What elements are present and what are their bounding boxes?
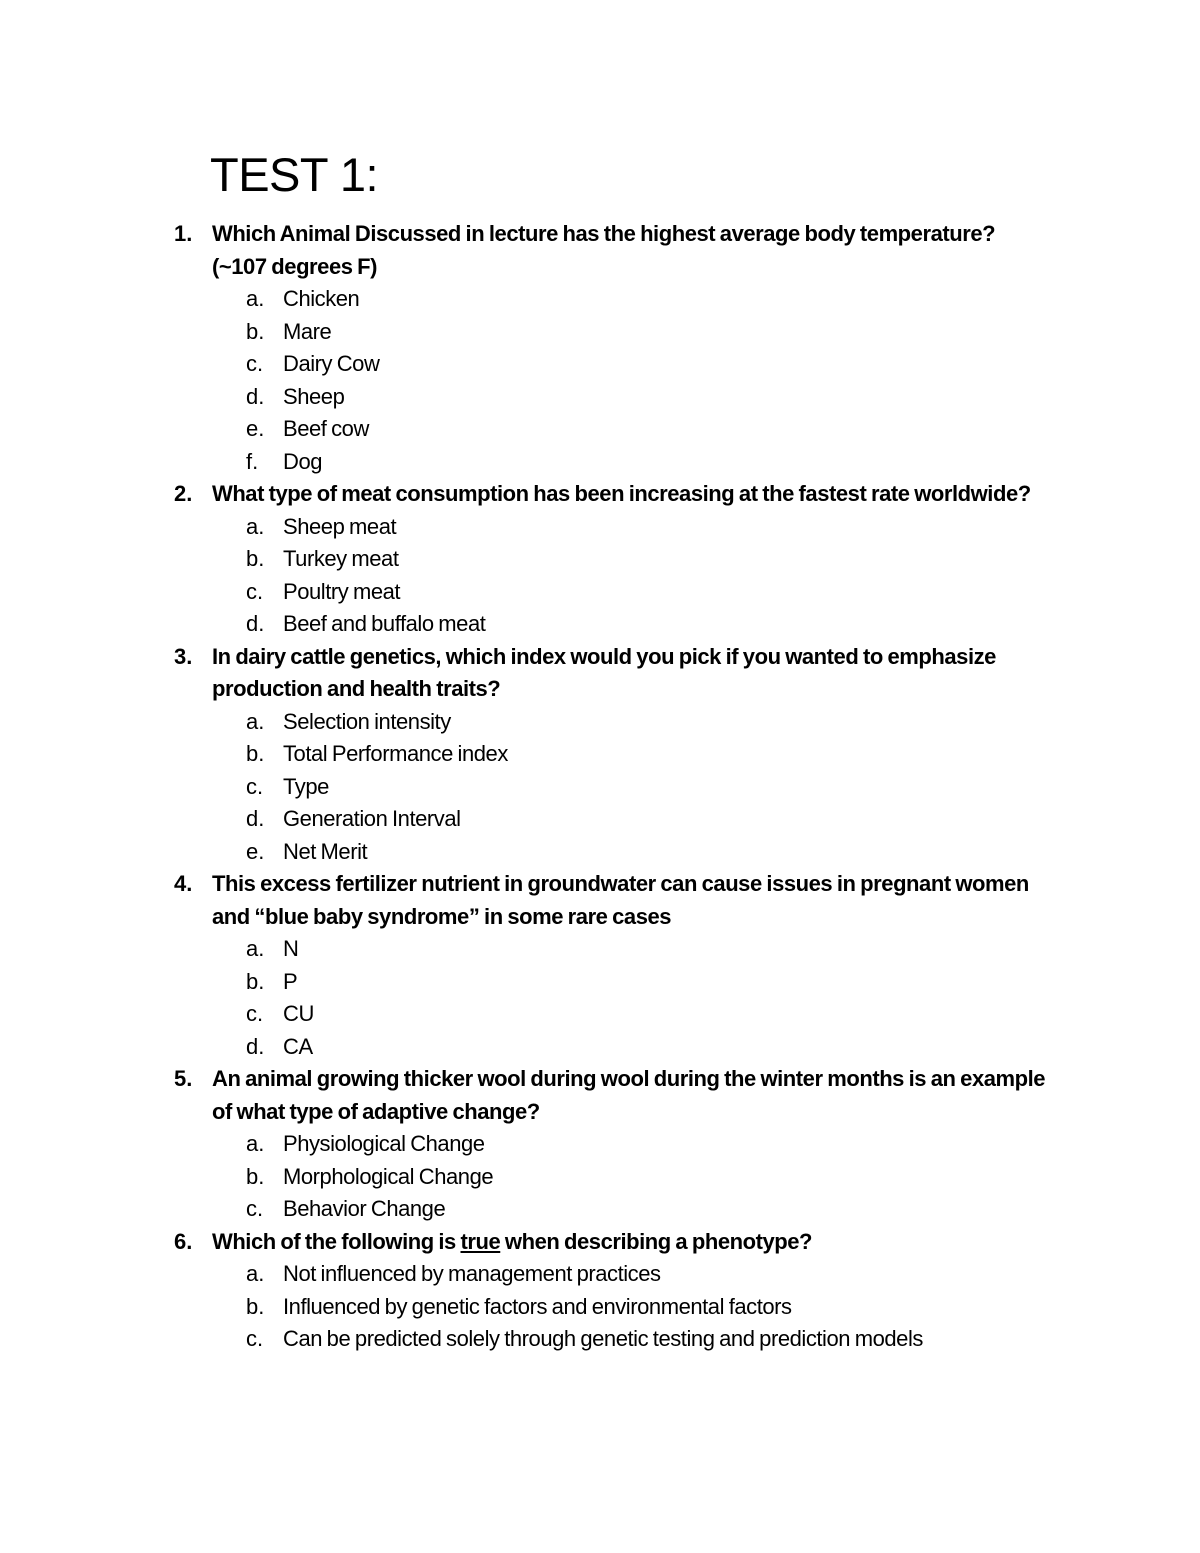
option-letter: c. [246,1326,264,1351]
option-item [0,511,1200,544]
question-item [0,641,1200,869]
option-text: Beef cow [283,416,369,441]
question-text: What type of meat consumption has been increasing at the fastest rate worldwide? [212,481,1031,506]
option-item [0,803,1200,836]
option-letter: c. [246,578,264,604]
option-letter: b. [246,741,265,766]
option-item [0,836,1200,869]
option-list [0,283,1200,478]
option-list [0,933,1200,1063]
question-text [212,1226,1052,1259]
option-letter: b. [246,546,265,571]
question-list [0,218,1200,1356]
option-text: Poultry meat [283,578,401,604]
question-number: 4. [174,871,193,896]
option-text: Behavior Change [283,1196,446,1221]
option-letter: e. [246,416,265,441]
option-list [0,706,1200,869]
option-letter: b. [246,968,265,994]
option-item [0,933,1200,966]
question-number: 1. [174,221,193,246]
option-item [0,1323,1200,1356]
option-text: Total Performance index [283,741,508,766]
option-text: Sheep [283,383,345,409]
option-letter: b. [246,1163,265,1189]
question-number: 6. [174,1228,193,1254]
option-letter: d. [246,611,265,636]
option-text: Beef and buffalo meat [283,611,486,636]
question-text-before: Which of the following is [212,1228,461,1254]
option-text: Influenced by genetic factors and environmental factors [283,1293,792,1319]
option-item [0,998,1200,1031]
option-item [0,608,1200,641]
option-text: Sheep meat [283,513,397,539]
option-text: Net Merit [283,838,368,864]
option-text: Morphological Change [283,1163,494,1189]
option-letter: b. [246,1293,265,1319]
option-letter: c. [246,1196,264,1221]
option-item [0,576,1200,609]
option-item [0,1258,1200,1291]
option-list [0,1258,1200,1356]
option-list [0,511,1200,641]
option-item [0,413,1200,446]
option-letter: a. [246,513,265,539]
option-item [0,1291,1200,1324]
option-letter: b. [246,318,265,344]
option-item [0,1193,1200,1226]
option-item [0,283,1200,316]
question-number: 3. [174,643,193,669]
option-text: Dog [283,448,323,474]
question-text: An animal growing thicker wool during wool during the winter months is an example of what type of adaptive change? [212,1066,1046,1124]
option-item [0,966,1200,999]
option-text: Mare [283,318,332,344]
question-item [0,218,1200,478]
option-text: Physiological Change [283,1131,485,1156]
option-text: Turkey meat [283,546,399,571]
option-text: Not influenced by management practices [283,1261,661,1286]
option-text: Dairy Cow [283,351,380,376]
option-item [0,446,1200,479]
question-item [0,1063,1200,1226]
option-text: CU [283,1001,314,1026]
option-item [0,706,1200,739]
option-text: CA [283,1033,313,1059]
option-item [0,1161,1200,1194]
option-letter: a. [246,1131,265,1156]
question-text: Which Animal Discussed in lecture has the highest average body temperature? (~107 degrees F) [212,221,996,279]
question-item [0,1226,1200,1356]
option-item [0,1128,1200,1161]
question-text-after: when describing a phenotype? [500,1228,813,1254]
option-letter: a. [246,708,265,734]
option-letter: c. [246,773,264,799]
option-item [0,738,1200,771]
option-letter: d. [246,383,265,409]
question-number: 5. [174,1066,193,1091]
option-text: P [283,968,298,994]
option-item [0,348,1200,381]
question-item [0,478,1200,641]
question-number: 2. [174,481,193,506]
option-letter: f. [246,448,259,474]
option-item [0,543,1200,576]
question-text-underlined: true [460,1228,501,1254]
option-text: Selection intensity [283,708,451,734]
option-letter: e. [246,838,265,864]
option-letter: a. [246,936,265,961]
document-title: TEST 1: [210,148,379,201]
option-letter: c. [246,351,264,376]
option-text: Chicken [283,286,360,311]
option-item [0,771,1200,804]
option-letter: d. [246,806,265,831]
option-text: Generation Interval [283,806,461,831]
option-letter: d. [246,1033,265,1059]
question-item [0,868,1200,1063]
option-item [0,381,1200,414]
question-text: This excess fertilizer nutrient in groundwater can cause issues in pregnant women and “blue baby syndrome” in some rare cases [212,871,1029,929]
option-item [0,316,1200,349]
option-text: Can be predicted solely through genetic testing and prediction models [283,1326,923,1351]
option-letter: c. [246,1001,264,1026]
option-letter: a. [246,286,265,311]
option-text: Type [283,773,329,799]
option-item [0,1031,1200,1064]
option-letter: a. [246,1261,265,1286]
option-list [0,1128,1200,1226]
question-text: In dairy cattle genetics, which index would you pick if you wanted to emphasize production and health traits? [212,643,996,701]
option-text: N [283,936,299,961]
